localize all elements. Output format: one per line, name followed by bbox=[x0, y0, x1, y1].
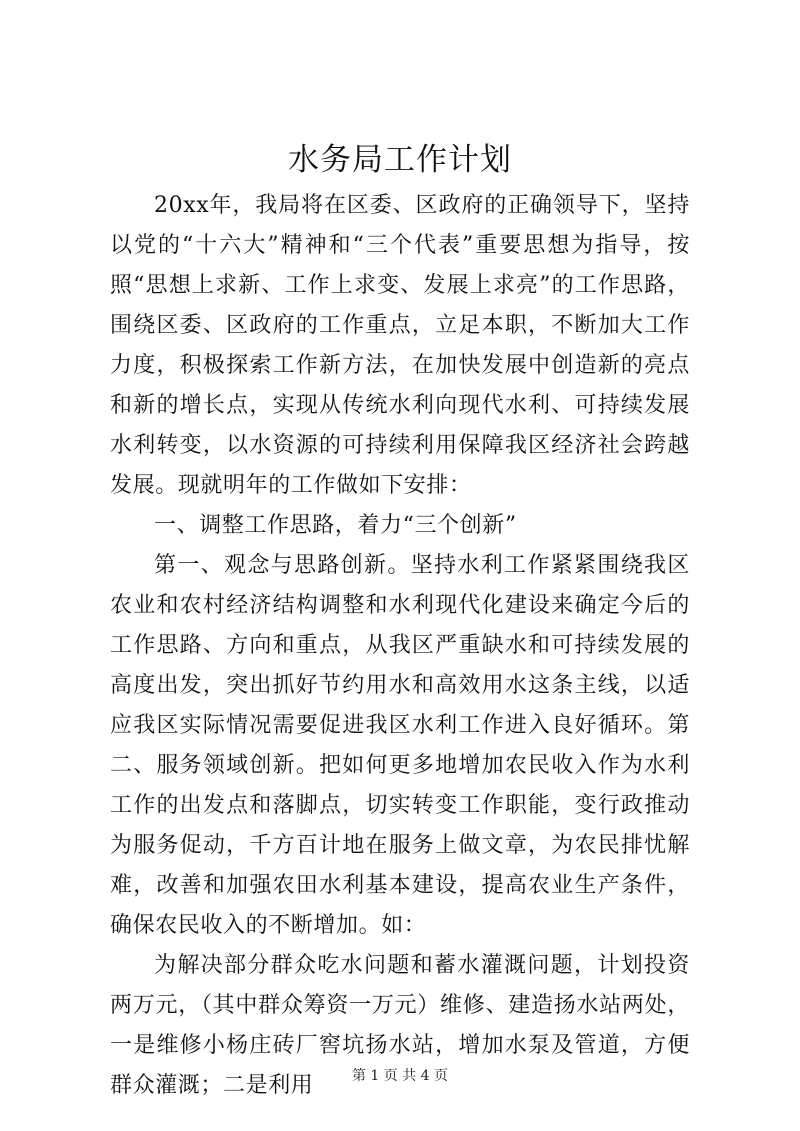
page-footer: 第 1 页 共 4 页 bbox=[351, 1068, 449, 1084]
document-title: 水务局工作计划 bbox=[288, 142, 512, 178]
document-body bbox=[110, 186, 690, 1106]
paragraph-intro: 20xx年，我局将在区委、区政府的正确领导下，坚持以党的“十六大”精神和“三个代表”重要思想为指导，按照“思想上求新、工作上求变、发展上求亮”的工作思路，围绕区委、区政府的工作重点，立足本职，不断加大工作力度，积极探索工作新方法，在加快发展中创造新的亮点和新的增长点，实现从传统水利向现代水利、可持续发展水利转变，以水资源的可持续利用保障我区经济社会跨越发展。现就明年的工作做如下安排： bbox=[110, 193, 690, 498]
paragraph-innovation: 第一、观念与思路创新。坚持水利工作紧紧围绕我区农业和农村经济结构调整和水利现代化建设来确定今后的工作思路、方向和重点，从我区严重缺水和可持续发展的高度出发，突出抓好节约用水和高效用水这条主线，以适应我区实际情况需要促进我区水利工作进入良好循环。第二、服务领域创新。把如何更多地增加农民收入作为水利工作的出发点和落脚点，切实转变工作职能，变行政推动为服务促动，千方百计地在服务上做文章，为农民排忧解难，改善和加强农田水利基本建设，提高农业生产条件，确保农民收入的不断增加。如： bbox=[110, 553, 690, 938]
paragraph-water-supply: 为解决部分群众吃水问题和蓄水灌溉问题，计划投资两万元，（其中群众筹资一万元）维修、建造扬水站两处，一是维修小杨庄砖厂窖坑扬水站，增加水泵及管道，方便群众灌溉；二是利用 bbox=[110, 953, 690, 1098]
section-heading: 一、调整工作思路，着力“三个创新” bbox=[154, 513, 517, 538]
